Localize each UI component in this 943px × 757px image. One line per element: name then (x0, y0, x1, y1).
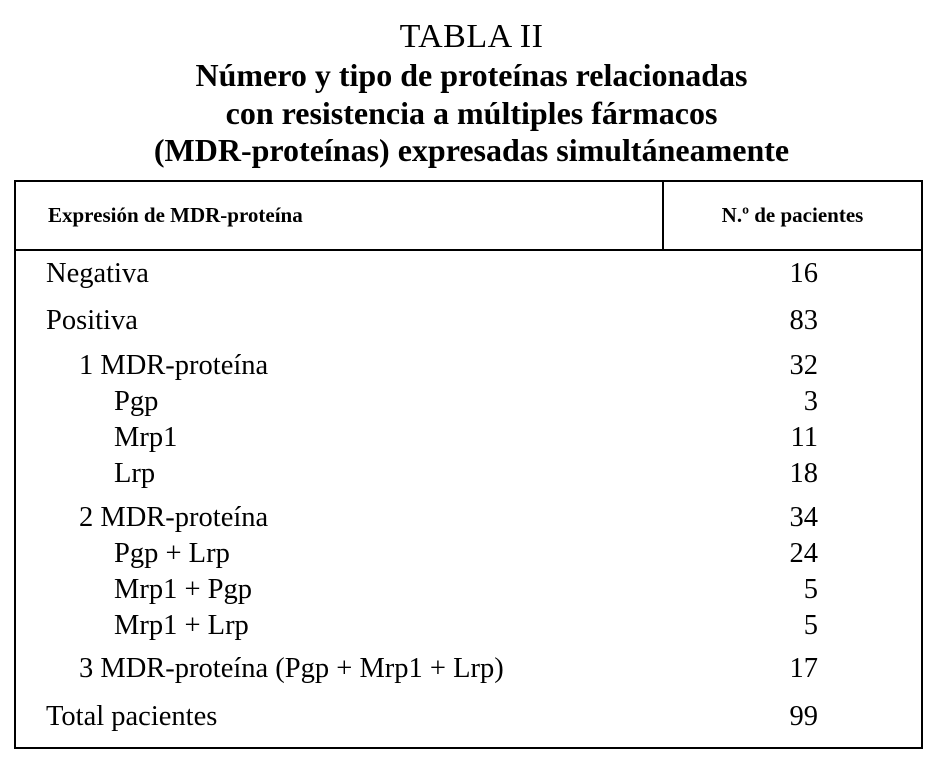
table-row (16, 651, 921, 687)
table-row (16, 572, 921, 608)
row-patient-count: 17 (789, 653, 818, 684)
row-label: Positiva (46, 305, 138, 336)
row-label: Mrp1 + Lrp (114, 610, 249, 641)
row-patient-count: 34 (789, 502, 818, 533)
table-title (0, 57, 943, 170)
table-header-row (16, 182, 921, 251)
table-label: TABLA II (399, 18, 544, 55)
row-label: Mrp1 (114, 422, 178, 453)
table-row (16, 384, 921, 420)
row-patient-count: 5 (803, 610, 818, 641)
row-label: Lrp (114, 458, 156, 489)
data-table (14, 180, 923, 749)
column-header-patient-count: N.º de pacientes (721, 203, 864, 227)
table-row (16, 303, 921, 339)
table-row (16, 348, 921, 384)
table-title-line: (MDR-proteínas) expresadas simultáneamente (153, 132, 790, 168)
row-patient-count: 5 (803, 574, 818, 605)
column-header-expression: Expresión de MDR-proteína (48, 203, 303, 227)
row-label: Mrp1 + Pgp (114, 574, 253, 605)
row-patient-count: 11 (790, 422, 818, 453)
table-row (16, 699, 921, 735)
row-label: Negativa (46, 258, 149, 289)
table-title-line: con resistencia a múltiples fármacos (225, 94, 718, 131)
row-patient-count: 83 (789, 305, 818, 336)
table-title-line: Número y tipo de proteínas relacionadas (195, 57, 748, 93)
row-patient-count: 24 (789, 538, 818, 569)
table-row (16, 420, 921, 456)
row-label: Total pacientes (46, 701, 218, 732)
row-patient-count: 3 (803, 386, 818, 417)
row-patient-count: 18 (789, 458, 818, 489)
table-row (16, 456, 921, 492)
row-label: Pgp (114, 386, 159, 417)
table-row (16, 608, 921, 644)
table-row (16, 536, 921, 572)
row-label: 1 MDR-proteína (79, 350, 269, 381)
row-patient-count: 16 (789, 258, 818, 289)
row-label: 2 MDR-proteína (79, 502, 269, 533)
table-row (16, 256, 921, 292)
row-patient-count: 32 (789, 350, 818, 381)
row-label: 3 MDR-proteína (Pgp + Mrp1 + Lrp) (79, 653, 504, 684)
row-patient-count: 99 (789, 701, 818, 732)
row-label: Pgp + Lrp (114, 538, 230, 569)
table-row (16, 500, 921, 536)
